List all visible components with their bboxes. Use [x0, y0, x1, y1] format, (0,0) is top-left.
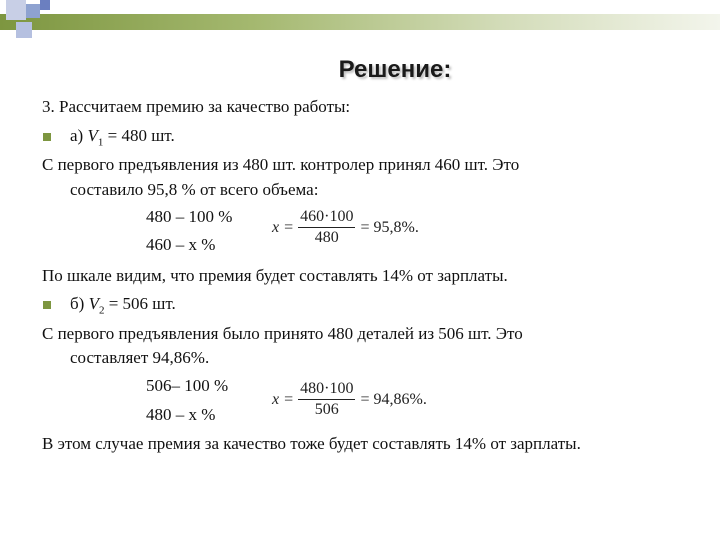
- formula-1: [272, 208, 419, 247]
- formula-equals: =: [284, 390, 294, 408]
- text-line-b: б) $V_2 = 506$ шт.: [70, 294, 176, 317]
- formula-2: [272, 380, 427, 419]
- text-line: По шкале видим, что премия будет составлять 14% от зарплаты.: [42, 266, 508, 285]
- formula-variable: x: [272, 390, 280, 408]
- formula-result: = 94,86%.: [360, 390, 427, 408]
- decor-square: [26, 4, 40, 18]
- formula-fraction: [298, 208, 355, 247]
- text-line: С первого предъявления из 480 шт. контролер принял 460 шт. Это: [42, 155, 520, 174]
- text-line: составляет 94,86%.: [70, 348, 210, 367]
- decor-square: [16, 22, 32, 38]
- formula-denominator: 480: [314, 229, 339, 246]
- formula-equals: =: [284, 218, 294, 236]
- text-line: С первого предъявления было принято 480 деталей из 506 шт. Это: [42, 324, 523, 343]
- bullet-icon: [43, 301, 51, 309]
- decor-square: [40, 0, 50, 10]
- formula-fraction: [298, 380, 355, 419]
- proportion-line: 506– 100 %: [146, 376, 229, 395]
- text-line-a: а) $V_1 = 480$ шт.: [70, 126, 175, 149]
- bullet-icon: [43, 133, 51, 141]
- decor-square: [6, 0, 26, 20]
- formula-variable: x: [272, 218, 280, 236]
- text-line: 3. Рассчитаем премию за качество работы:: [42, 97, 351, 116]
- header-bar: [0, 14, 720, 30]
- formula-numerator: 480·100: [298, 380, 355, 400]
- proportion-line: 460 – x %: [146, 235, 216, 254]
- text-line: составило 95,8 % от всего объема:: [70, 180, 319, 199]
- slide-title: Решение:: [338, 56, 452, 83]
- formula-denominator: 506: [314, 401, 339, 418]
- formula-result: = 95,8%.: [360, 218, 419, 236]
- proportion-line: 480 – 100 %: [146, 207, 233, 226]
- proportion-line: 480 – x %: [146, 405, 216, 424]
- text-line: В этом случае премия за качество тоже будет составлять 14% от зарплаты.: [42, 434, 581, 453]
- formula-numerator: 460·100: [298, 208, 355, 228]
